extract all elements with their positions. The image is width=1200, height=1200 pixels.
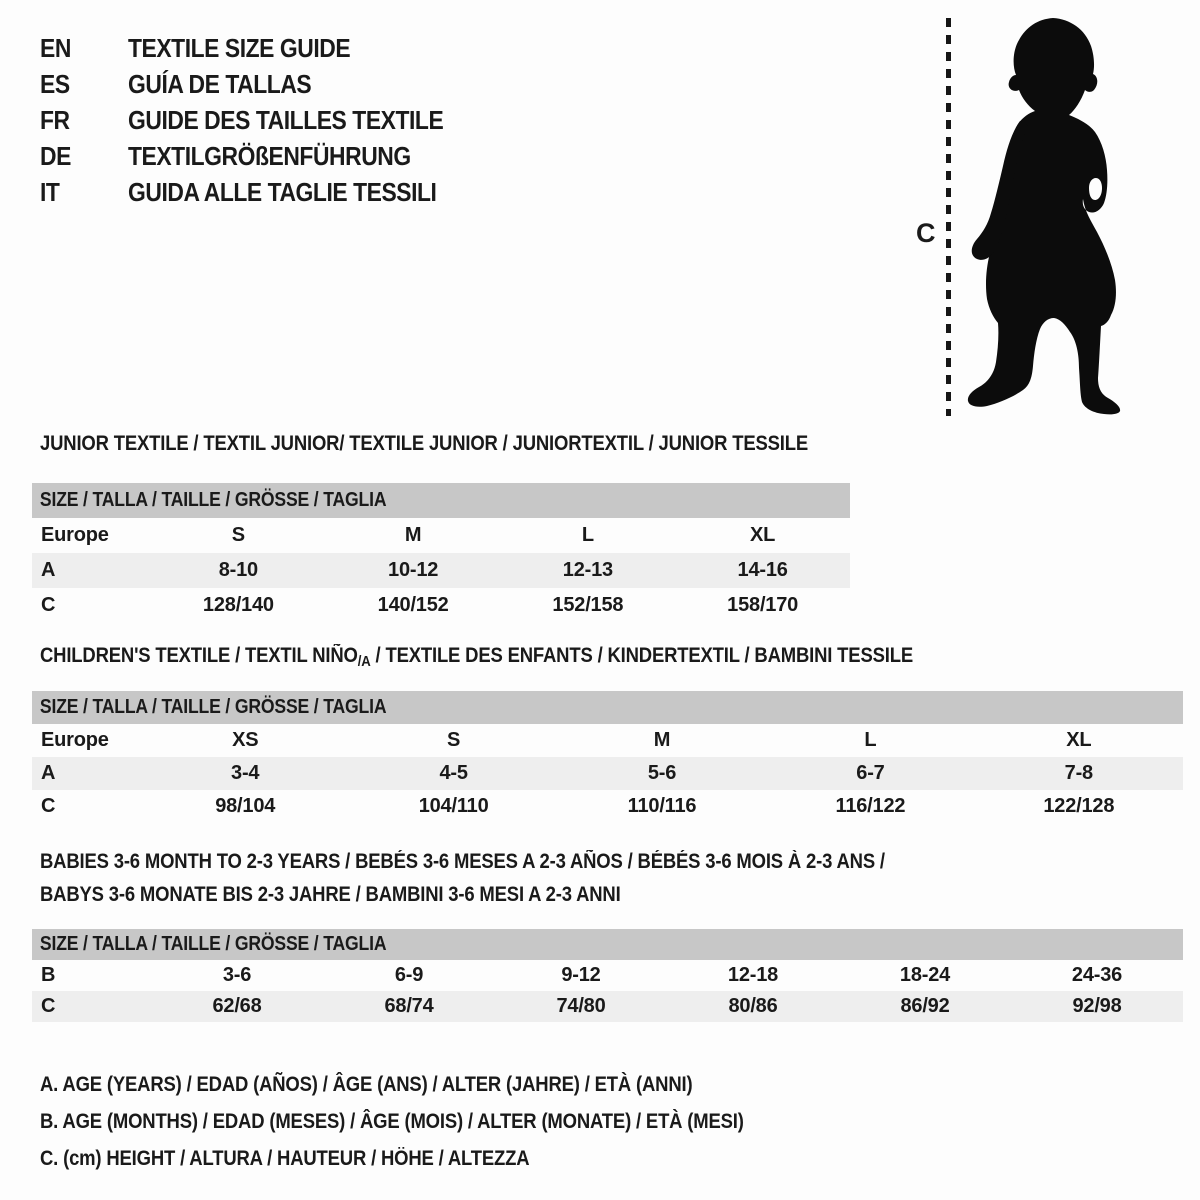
toddler-silhouette-icon	[965, 16, 1137, 416]
row-label: C	[41, 795, 56, 817]
language-title: TEXTILE SIZE GUIDE	[128, 32, 351, 63]
region-label: Europe	[41, 729, 109, 751]
table-cell: 86/92	[900, 995, 950, 1017]
junior-section-title: JUNIOR TEXTILE / TEXTIL JUNIOR/ TEXTILE JUNIOR / JUNIORTEXTIL / JUNIOR TESSILE	[40, 432, 809, 455]
table-cell: 74/80	[556, 995, 606, 1017]
column-header: M	[653, 729, 671, 751]
junior-size-table	[32, 483, 850, 623]
language-title: GUIDE DES TAILLES TEXTILE	[128, 104, 444, 135]
row-label: A	[41, 762, 56, 784]
table-cell: 3-4	[231, 762, 260, 784]
table-cell: 80/86	[728, 995, 778, 1017]
table-cell: 7-8	[1064, 762, 1093, 784]
table-cell: 128/140	[202, 594, 274, 616]
height-dashed-line	[946, 18, 951, 416]
column-header: L	[581, 524, 594, 546]
table-cell: 12-18	[727, 964, 779, 986]
children-section-title: CHILDREN'S TEXTILE / TEXTIL NIÑO/A / TEXTILE DES ENFANTS / KINDERTEXTIL / BAMBINI TESSILE	[40, 645, 1032, 669]
table-cell: 14-16	[737, 559, 788, 581]
table-cell: 62/68	[212, 995, 262, 1017]
table-cell: 116/122	[835, 795, 906, 817]
measurement-label-c: C	[916, 218, 936, 248]
legend-line-b: B. AGE (MONTHS) / EDAD (MESES) / ÂGE (MOIS) / ALTER (MONATE) / ETÀ (MESI)	[40, 1110, 744, 1133]
size-header-bar: SIZE / TALLA / TAILLE / GRÖSSE / TAGLIA	[32, 691, 1183, 724]
table-cell: 6-7	[856, 762, 885, 784]
language-title-list	[40, 30, 486, 210]
language-code: ES	[40, 68, 70, 99]
table-cell: 152/158	[552, 594, 624, 616]
size-header-bar: SIZE / TALLA / TAILLE / GRÖSSE / TAGLIA	[32, 929, 1183, 960]
table-row	[32, 757, 1183, 790]
children-columns-row	[32, 724, 1183, 757]
table-cell: 110/116	[627, 795, 697, 817]
language-code: DE	[40, 140, 71, 171]
column-header: M	[404, 524, 422, 546]
table-cell: 24-36	[1071, 964, 1123, 986]
language-title: GUIDA ALLE TAGLIE TESSILI	[128, 176, 437, 207]
language-code: FR	[40, 104, 70, 135]
column-header: L	[864, 729, 877, 751]
children-size-table	[32, 691, 1183, 823]
language-row-en	[40, 30, 486, 66]
table-cell: 104/110	[418, 795, 489, 817]
table-cell: 3-6	[222, 964, 252, 986]
table-row	[32, 553, 850, 588]
row-label: A	[41, 559, 56, 581]
language-title: GUÍA DE TALLAS	[128, 68, 312, 99]
column-header: S	[231, 524, 245, 546]
language-code: EN	[40, 32, 71, 63]
table-row	[32, 790, 1183, 823]
column-header: S	[447, 729, 461, 751]
column-header: XL	[1066, 729, 1092, 751]
babies-section-title-line1: BABIES 3-6 MONTH TO 2-3 YEARS / BEBÉS 3-6 MESES A 2-3 AÑOS / BÉBÉS 3-6 MOIS À 2-3 ANS /	[40, 850, 885, 873]
table-cell: 122/128	[1043, 795, 1115, 817]
row-label: C	[41, 594, 56, 616]
table-cell: 68/74	[384, 995, 434, 1017]
table-cell: 5-6	[647, 762, 677, 784]
language-row-it	[40, 174, 486, 210]
row-label: C	[41, 995, 56, 1017]
junior-columns-row	[32, 518, 850, 553]
legend-line-a: A. AGE (YEARS) / EDAD (AÑOS) / ÂGE (ANS) / ALTER (JAHRE) / ETÀ (ANNI)	[40, 1073, 693, 1096]
row-label: B	[41, 964, 56, 986]
table-row	[32, 991, 1183, 1022]
language-row-de	[40, 138, 486, 174]
language-code: IT	[40, 176, 60, 207]
table-row	[32, 960, 1183, 991]
table-cell: 140/152	[377, 594, 449, 616]
legend-line-c: C. (cm) HEIGHT / ALTURA / HAUTEUR / HÖHE / ALTEZZA	[40, 1147, 530, 1170]
language-title: TEXTILGRÖßENFÜHRUNG	[128, 140, 411, 171]
babies-section-title-line2: BABYS 3-6 MONATE BIS 2-3 JAHRE / BAMBINI 3-6 MESI A 2-3 ANNI	[40, 883, 621, 906]
table-cell: 4-5	[439, 762, 468, 784]
size-header-bar: SIZE / TALLA / TAILLE / GRÖSSE / TAGLIA	[32, 483, 850, 518]
region-label: Europe	[41, 524, 109, 546]
column-header: XS	[232, 729, 259, 751]
babies-size-table	[32, 929, 1183, 1022]
table-cell: 9-12	[561, 964, 601, 986]
table-cell: 158/170	[727, 594, 799, 616]
table-row	[32, 588, 850, 623]
column-header: XL	[750, 524, 776, 546]
language-row-fr	[40, 102, 486, 138]
table-cell: 8-10	[218, 559, 258, 581]
table-cell: 10-12	[388, 559, 439, 581]
language-row-es	[40, 66, 486, 102]
table-cell: 92/98	[1072, 995, 1122, 1017]
table-cell: 12-13	[562, 559, 613, 581]
table-cell: 18-24	[899, 964, 951, 986]
table-cell: 98/104	[215, 795, 276, 817]
subscript-a: /A	[357, 653, 371, 670]
table-cell: 6-9	[394, 964, 424, 986]
